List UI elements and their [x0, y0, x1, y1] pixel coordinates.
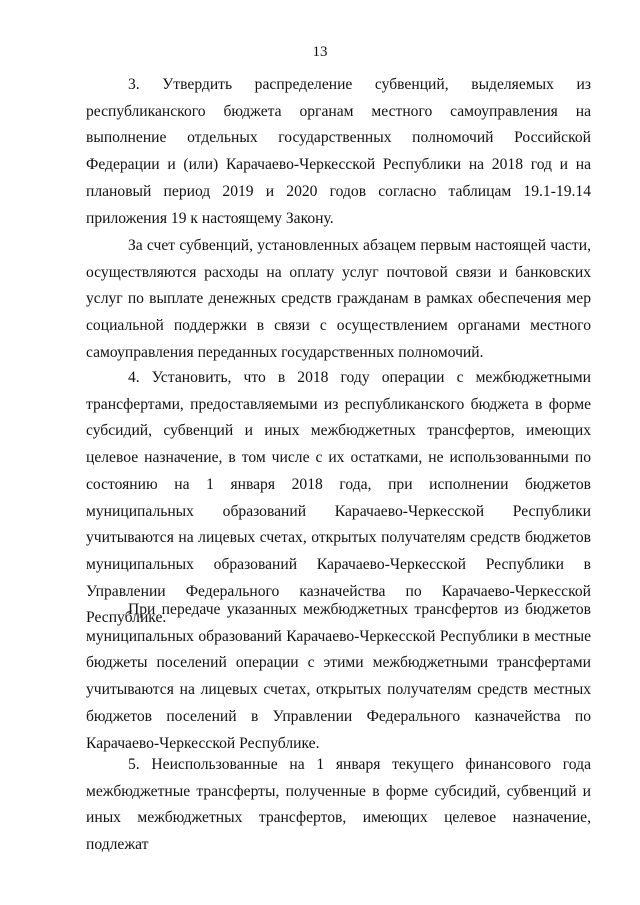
page-number: 13 [312, 44, 328, 60]
paragraph-3-subventions-approval: 3. Утвердить распределение субвенций, выделяемых из республиканского бюджета органам местного самоуправления на выполнение отдельных государственных полномочий Российской Федерации и (или) Карачаево-Черкесской Республики на 2018 год и на плановый период 2019 и 2020 годов согласно таблицам 19.1-19.14 приложения 19 к настоящему Закону. [86, 76, 591, 227]
paragraph-4-interbudget-transfers: 4. Установить, что в 2018 году операции с межбюджетными трансфертами, предоставляемыми из республиканского бюджета в форме субсидий, субвенций и иных межбюджетных трансфертов, имеющих целевое назначение, в том числе с их остатками, не использованными по состоянию на 1 января 2018 года, при исполнении бюджетов муниципальных образований Карачаево-Черкесской Республики учитываются на лицевых счетах, открытых получателям средств бюджетов муниципальных образований Карачаево-Черкесской Республики в Управлении Федерального казначейства по Карачаево-Черкесской Республике. [86, 369, 591, 627]
paragraph-5-unused-transfers: 5. Неиспользованные на 1 января текущего финансового года межбюджетные трансферты, полученные в форме субсидий, субвенций и иных межбюджетных трансфертов, имеющих целевое назначение, подлежат [86, 756, 591, 854]
paragraph-subventions-expenses: За счет субвенций, установленных абзацем первым настоящей части, осуществляются расходы на оплату услуг почтовой связи и банковских услуг по выплате денежных средств гражданам в рамках обеспечения мер социальной поддержки в связи с осуществлением органами местного самоуправления переданных государственных полномочий. [86, 237, 591, 361]
paragraph-transfer-settlements: При передаче указанных межбюджетных трансфертов из бюджетов муниципальных образований Карачаево-Черкесской Республики в местные бюджеты поселений операции с этими межбюджетными трансфертами учитываются на лицевых счетах, открытых получателям средств местных бюджетов поселений в Управлении Федерального казначейства по Карачаево-Черкесской Республике. [86, 601, 591, 752]
